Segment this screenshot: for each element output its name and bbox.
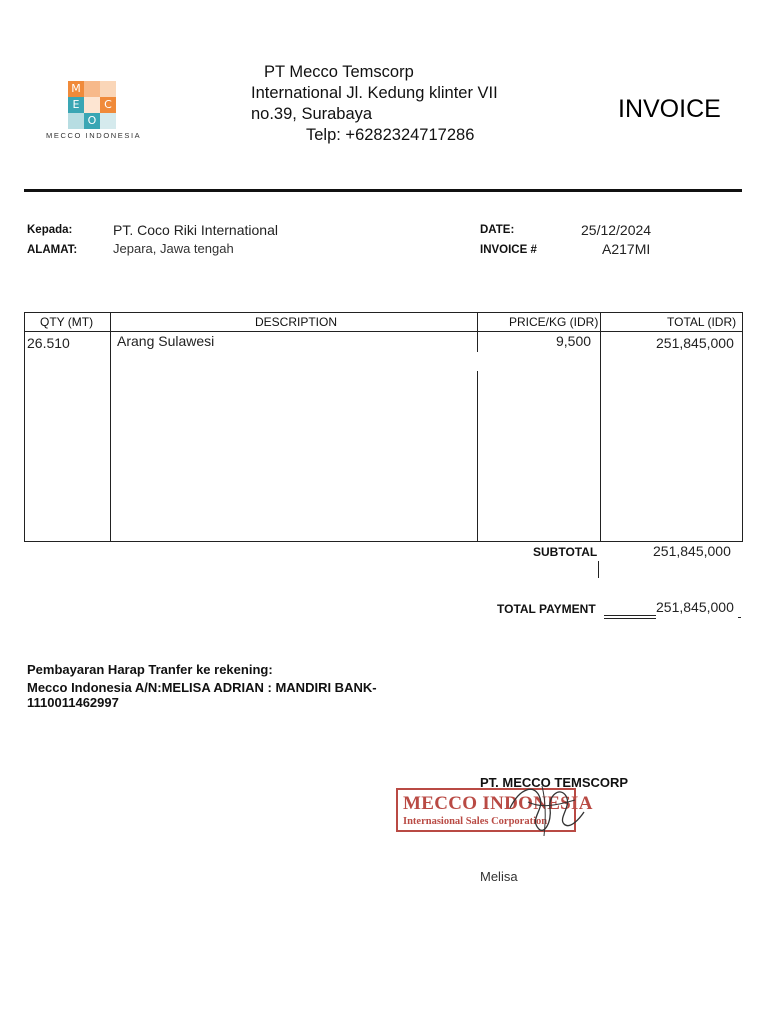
logo-letter-m: M xyxy=(68,81,84,97)
logo-tile xyxy=(84,97,100,113)
subtotal-label: SUBTOTAL xyxy=(533,545,598,559)
alamat-value: Jepara, Jawa tengah xyxy=(113,241,234,256)
total-payment-label: TOTAL PAYMENT xyxy=(497,602,596,616)
logo-tile xyxy=(100,81,116,97)
company-address-line2: no.39, Surabaya xyxy=(251,105,373,123)
invoice-number-value: A217MI xyxy=(602,241,651,257)
logo-tile xyxy=(68,113,84,129)
company-name: PT Mecco Temscorp xyxy=(264,63,414,81)
signature-company: PT. MECCO TEMSCORP xyxy=(480,775,629,790)
logo-letter-o: O xyxy=(84,113,100,129)
handwritten-signature xyxy=(500,778,590,840)
cell-description: Arang Sulawesi xyxy=(117,333,215,349)
table-header-border xyxy=(24,331,743,332)
payment-account-number: 1110011462997 xyxy=(27,695,119,710)
header-description: DESCRIPTION xyxy=(255,315,338,329)
logo-mark xyxy=(68,81,116,129)
header-total: TOTAL (IDR) xyxy=(667,315,737,329)
subtotal-divider xyxy=(598,561,599,578)
cell-price: 9,500 xyxy=(556,333,592,349)
header-price: PRICE/KG (IDR) xyxy=(509,315,599,329)
total-payment-value: 251,845,000 xyxy=(656,599,734,615)
table-col-divider xyxy=(600,312,601,542)
total-payment-underline xyxy=(738,617,741,618)
logo-letter-c: C xyxy=(100,97,116,113)
kepada-value: PT. Coco Riki International xyxy=(113,222,278,238)
table-bottom-border xyxy=(24,541,743,542)
logo-letter-e: E xyxy=(68,97,84,113)
payment-account: Mecco Indonesia A/N:MELISA ADRIAN : MANDIRI BANK- xyxy=(27,680,377,695)
logo-wordmark: MECCO INDONESIA xyxy=(46,131,142,140)
cell-total: 251,845,000 xyxy=(656,335,734,351)
company-phone: Telp: +6282324717286 xyxy=(306,126,475,144)
cell-qty: 26.510 xyxy=(27,335,70,351)
subtotal-value: 251,845,000 xyxy=(653,543,731,559)
total-payment-underline xyxy=(604,618,656,619)
header-qty: QTY (MT) xyxy=(40,315,94,329)
date-label: DATE: xyxy=(480,224,515,236)
stamp-title: MECCO INDONESIA xyxy=(403,793,593,814)
alamat-label: ALAMAT: xyxy=(27,244,78,256)
signatory-name: Melisa xyxy=(480,869,518,884)
table-top-border xyxy=(24,312,743,313)
logo-tile xyxy=(100,113,116,129)
invoice-number-label: INVOICE # xyxy=(480,244,537,256)
payment-instruction: Pembayaran Harap Tranfer ke rekening: xyxy=(27,662,273,677)
table-col-divider xyxy=(477,312,478,352)
logo-tile xyxy=(84,81,100,97)
date-value: 25/12/2024 xyxy=(581,222,652,238)
header-divider xyxy=(24,189,742,192)
table-left-border xyxy=(24,312,25,542)
company-address-line1: International Jl. Kedung klinter VII xyxy=(251,84,498,102)
total-payment-underline xyxy=(604,615,656,616)
invoice-title: INVOICE xyxy=(618,95,721,123)
table-col-divider xyxy=(477,371,478,542)
table-col-divider xyxy=(110,312,111,542)
table-right-border xyxy=(742,312,743,542)
stamp-subtitle: Internasional Sales Corporation xyxy=(403,816,548,827)
kepada-label: Kepada: xyxy=(27,224,73,236)
